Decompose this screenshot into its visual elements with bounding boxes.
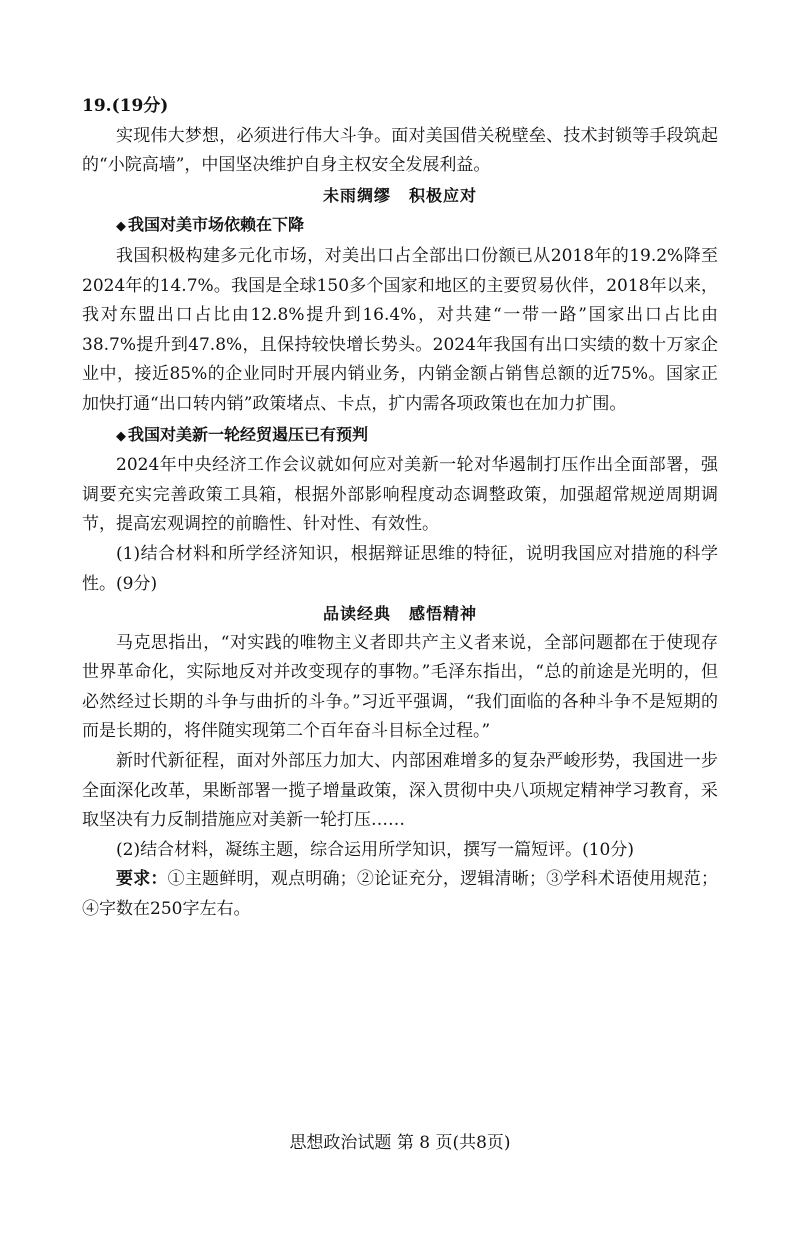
question-number: 19.(19分) <box>82 96 169 116</box>
section-title-2 <box>82 599 718 629</box>
section1-paragraph-2: 2024年中央经济工作会议就如何应对美新一轮对华遏制打压作出全面部署，强调要充实完善政策工具箱，根据外部影响程度动态调整政策，加强超常规逆周期调节，提高宏观调控的前瞻性、针对性、有效性。 <box>82 455 718 535</box>
diamond-bullet-icon: ◆ <box>116 219 126 235</box>
task-2: (2)结合材料，凝练主题，综合运用所学知识，撰写一篇短评。(10分) <box>116 839 634 860</box>
requirements <box>82 865 718 924</box>
section-title-2a: 品读经典 <box>322 604 391 624</box>
section-title-2b: 感悟精神 <box>409 604 478 624</box>
requirements-label: 要求： <box>116 869 168 890</box>
section-title-1 <box>82 181 718 211</box>
page-footer: 思想政治试题 第 8 页(共8页) <box>289 1133 511 1153</box>
section2-paragraph-2: 新时代新征程，面对外部压力加大、内部困难增多的复杂严峻形势，我国进一步全面深化改革，果断部署一揽子增量政策，深入贯彻中央八项规定精神学习教育，采取坚决有力反制措施应对美新一轮打压…… <box>82 751 718 831</box>
bullet-2 <box>82 420 718 452</box>
bullet-1-text: 我国对美市场依赖在下降 <box>128 215 305 235</box>
bullet-2-text: 我国对美新一轮经贸遏压已有预判 <box>128 424 369 444</box>
diamond-bullet-icon: ◆ <box>116 428 126 444</box>
task-1: (1)结合材料和所学经济知识，根据辩证思维的特征，说明我国应对措施的科学性。(9分) <box>82 543 718 594</box>
section-title-1b: 积极应对 <box>409 185 478 205</box>
section2-paragraph-1: 马克思指出，“对实践的唯物主义者即共产主义者来说，全部问题都在于使现存世界革命化，实际地反对并改变现存的事物。”毛泽东指出，“总的前途是光明的，但必然经过长期的斗争与曲折的斗争。”习近平强调，“我们面临的各种斗争不是短期的而是长期的，将伴随实现第二个百年奋斗目标全过程。” <box>82 632 718 742</box>
bullet-1 <box>82 210 718 242</box>
section1-paragraph-1: 我国积极构建多元化市场，对美出口占全部出口份额已从2018年的19.2%降至2024年的14.7%。我国是全球150多个国家和地区的主要贸易伙伴，2018年以来，我对东盟出口占比由12.8%提升到16.4%，对共建“一带一路”国家出口占比由38.7%提升到47.8%，且保持较快增长势头。2024年我国有出口实绩的数十万家企业中，接近85%的企业同时开展内销业务，内销金额占销售总额的近75%。国家正加快打通“出口转内销”政策堵点、卡点，扩内需各项政策也在加力扩围。 <box>82 245 718 414</box>
requirements-text: ①主题鲜明，观点明确；②论证充分，逻辑清晰；③学科术语使用规范；④字数在250字左右。 <box>82 869 719 920</box>
question-intro: 实现伟大梦想，必须进行伟大斗争。面对美国借关税壁垒、技术封锁等手段筑起的“小院高墙”，中国坚决维护自身主权安全发展利益。 <box>82 125 718 176</box>
section-title-1a: 未雨绸缪 <box>322 185 391 205</box>
question-content <box>82 92 718 925</box>
